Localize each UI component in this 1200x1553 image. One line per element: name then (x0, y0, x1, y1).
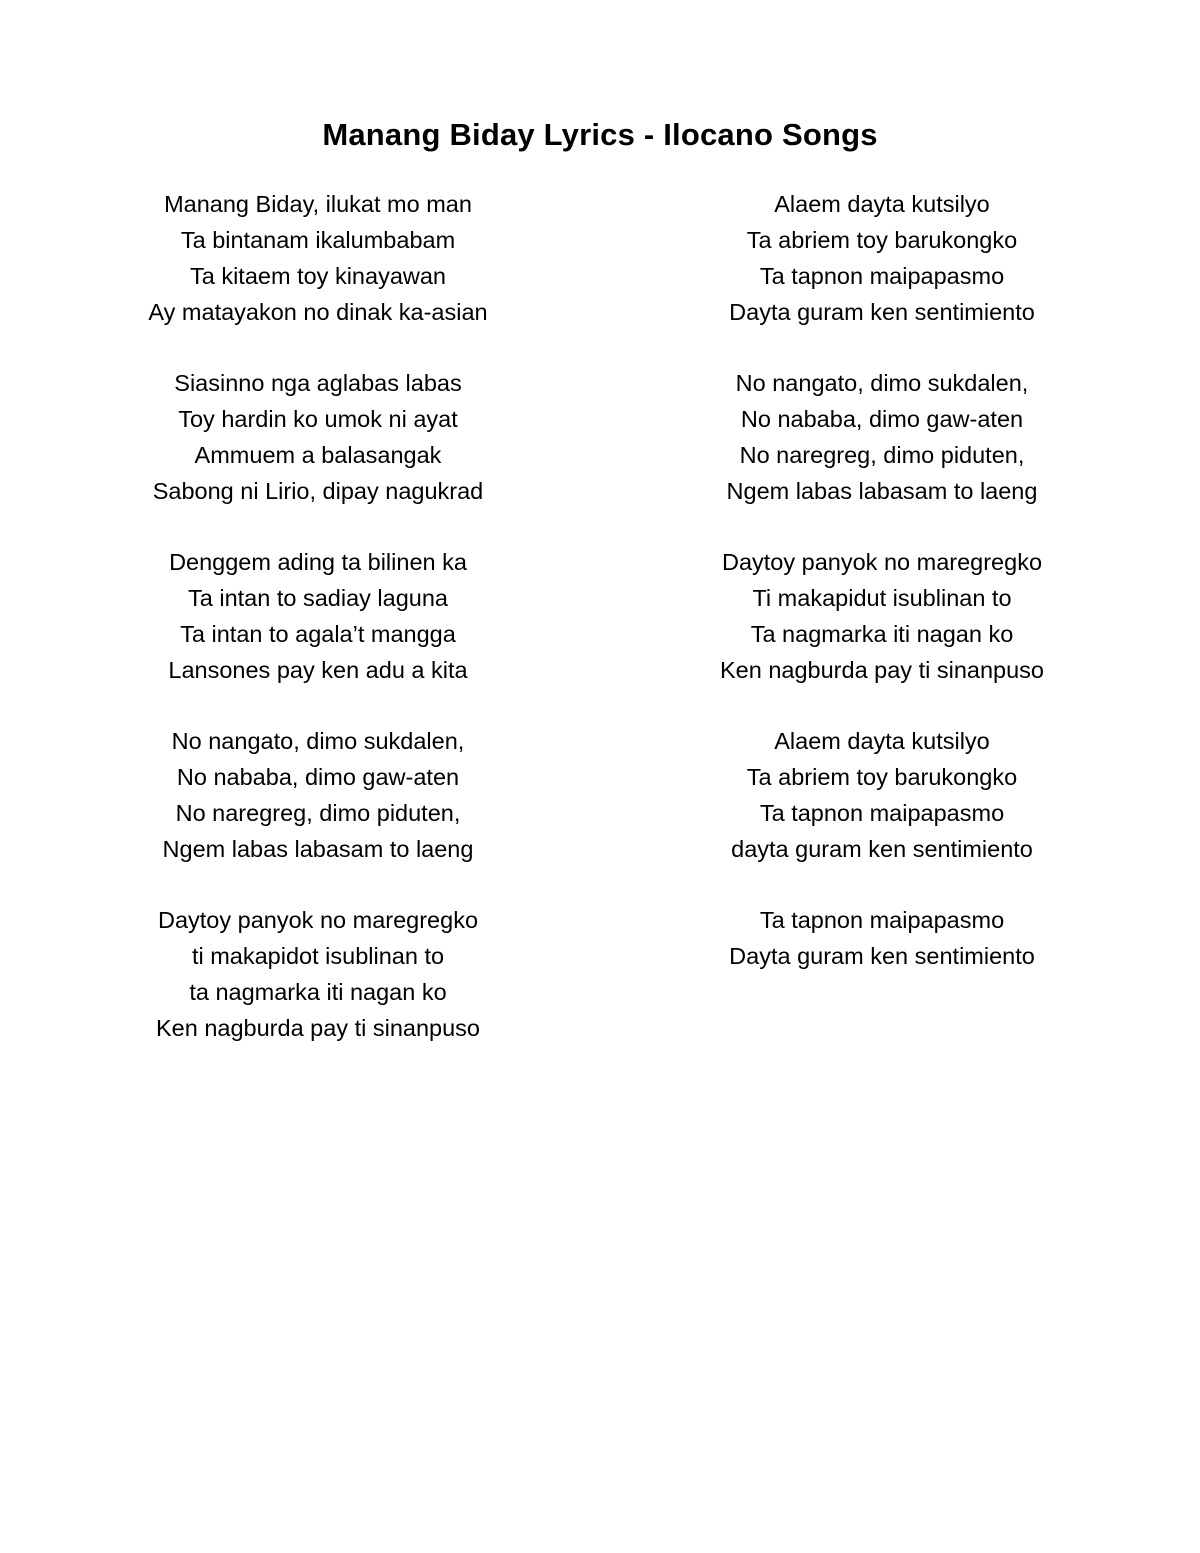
stanza (682, 902, 1082, 974)
lyric-line: Alaem dayta kutsilyo (774, 728, 990, 754)
lyric-line: No naregreg, dimo piduten, (739, 442, 1025, 468)
lyric-line: ti makapidot isublinan to (191, 943, 445, 969)
lyric-line: Toy hardin ko umok ni ayat (178, 406, 458, 432)
stanza (118, 365, 518, 509)
stanza (118, 186, 518, 330)
lyric-line: Lansones pay ken adu a kita (168, 657, 468, 683)
lyric-line: Dayta guram ken sentimiento (729, 943, 1035, 969)
page-title: Manang Biday Lyrics - Ilocano Songs (322, 116, 878, 152)
stanza (682, 544, 1082, 688)
lyric-line: Ngem labas labasam to laeng (726, 478, 1038, 504)
lyric-line: Ken nagburda pay ti sinanpuso (719, 657, 1045, 683)
lyric-line: Denggem ading ta bilinen ka (169, 549, 467, 575)
lyric-line: Ta tapnon maipapasmo (759, 800, 1005, 826)
stanza (118, 723, 518, 867)
lyric-line: dayta guram ken sentimiento (731, 836, 1033, 862)
lyric-line: Siasinno nga aglabas labas (174, 370, 462, 396)
lyric-line: Sabong ni Lirio, dipay nagukrad (152, 478, 484, 504)
stanza (118, 902, 518, 1046)
stanza (682, 723, 1082, 867)
lyric-line: Ta intan to sadiay laguna (188, 585, 448, 611)
lyric-line: Ammuem a balasangak (194, 442, 442, 468)
lyric-line: ta nagmarka iti nagan ko (189, 979, 447, 1005)
lyric-line: Ti makapidut isublinan to (752, 585, 1012, 611)
lyric-line: Ta intan to agala’t mangga (180, 621, 456, 647)
lyric-line: Ta nagmarka iti nagan ko (750, 621, 1014, 647)
lyric-line: Daytoy panyok no maregregko (157, 907, 479, 933)
lyric-line: No nababa, dimo gaw-aten (176, 764, 460, 790)
lyric-line: Dayta guram ken sentimiento (729, 299, 1035, 325)
stanza (682, 365, 1082, 509)
lyric-line: Manang Biday, ilukat mo man (164, 191, 472, 217)
lyric-line: Alaem dayta kutsilyo (774, 191, 990, 217)
lyric-line: No nababa, dimo gaw-aten (740, 406, 1024, 432)
lyrics-left-column (118, 186, 518, 1081)
lyric-line: No naregreg, dimo piduten, (175, 800, 461, 826)
lyric-line: Ken nagburda pay ti sinanpuso (155, 1015, 481, 1041)
lyric-line: No nangato, dimo sukdalen, (171, 728, 465, 754)
lyric-line: Ay matayakon no dinak ka-asian (148, 299, 488, 325)
lyric-line: No nangato, dimo sukdalen, (735, 370, 1029, 396)
lyric-line: Daytoy panyok no maregregko (721, 549, 1043, 575)
lyric-line: Ta tapnon maipapasmo (759, 263, 1005, 289)
stanza (682, 186, 1082, 330)
lyric-line: Ta bintanam ikalumbabam (180, 227, 456, 253)
lyric-line: Ngem labas labasam to laeng (162, 836, 474, 862)
lyric-line: Ta abriem toy barukongko (746, 227, 1018, 253)
lyric-line: Ta tapnon maipapasmo (759, 907, 1005, 933)
lyric-line: Ta kitaem toy kinayawan (189, 263, 446, 289)
lyric-line: Ta abriem toy barukongko (746, 764, 1018, 790)
stanza (118, 544, 518, 688)
lyrics-right-column (682, 186, 1082, 1009)
